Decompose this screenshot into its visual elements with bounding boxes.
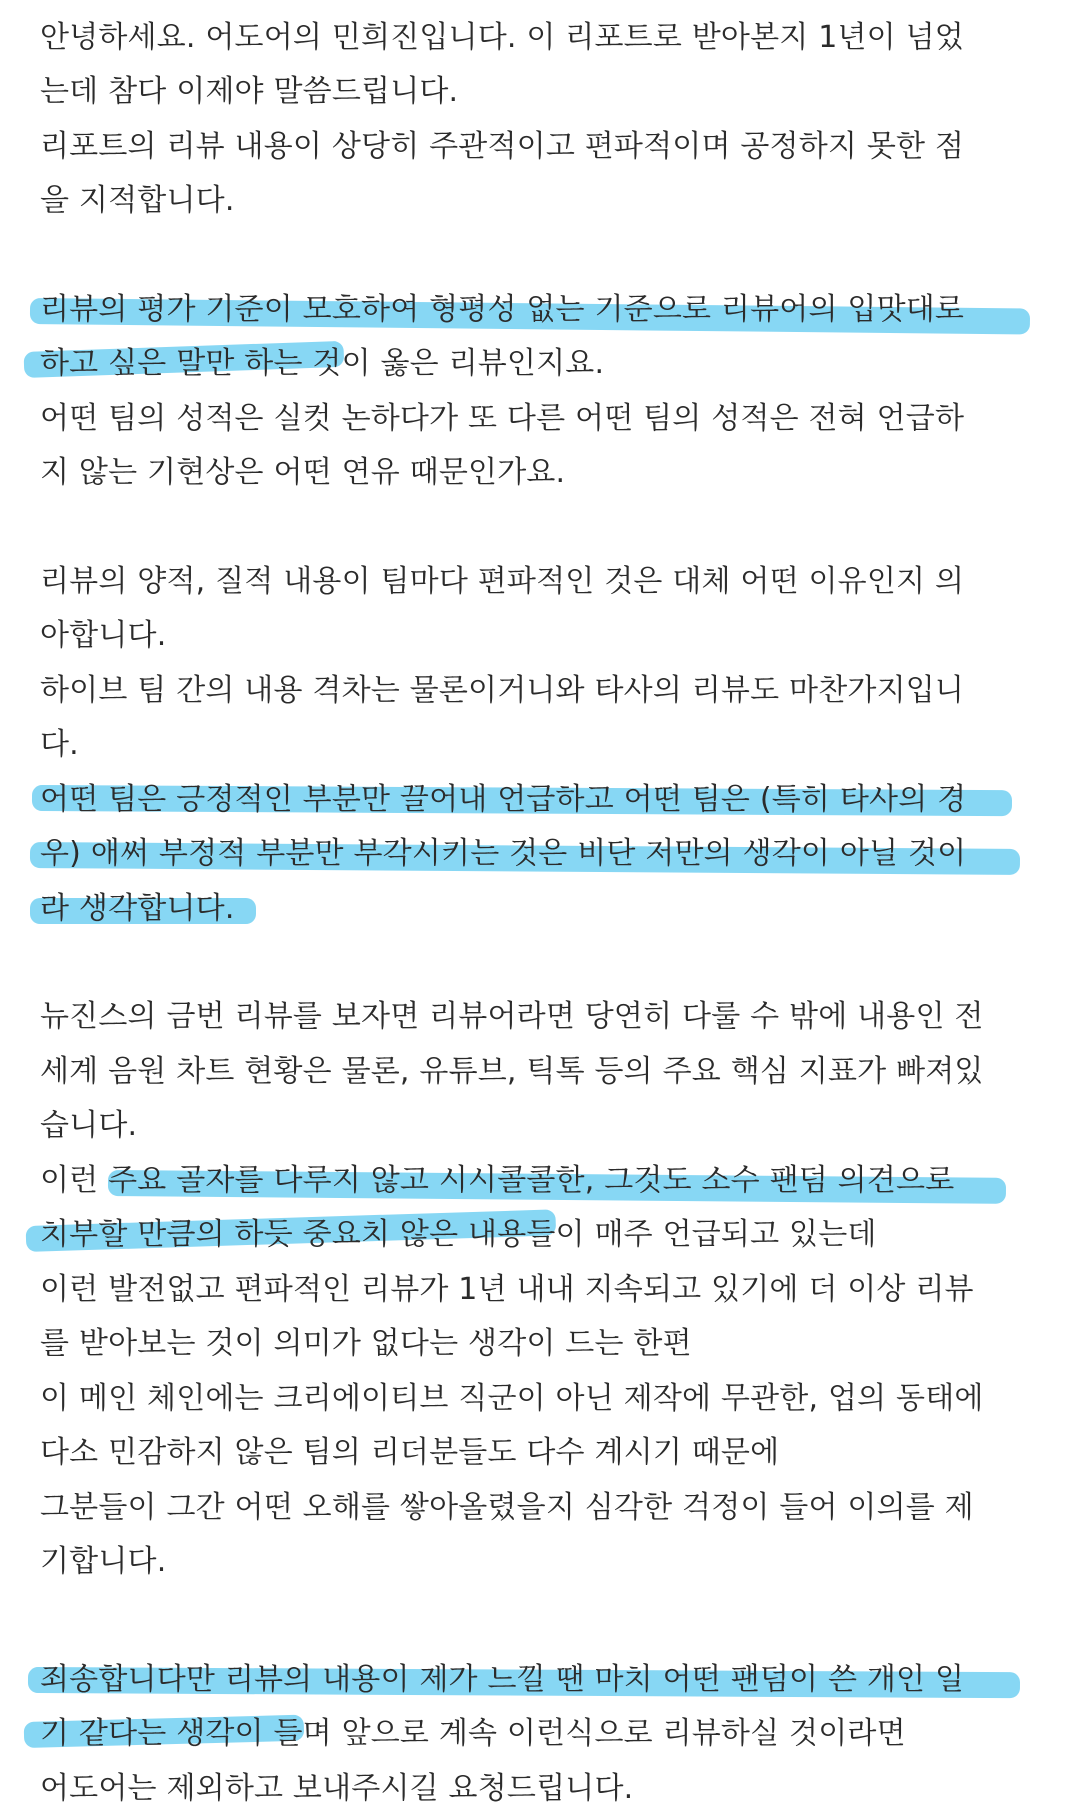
text-line: 이런 주요 골자를 다루지 않고 시시콜콜한, 그것도 소수 팬덤 의견으로: [40, 1163, 955, 1198]
text-line: 세계 음원 차트 현황은 물론, 유튜브, 틱톡 등의 주요 핵심 지표가 빠져있: [40, 1054, 984, 1089]
text-line: 을 지적합니다.: [40, 183, 235, 218]
text-line: 는데 참다 이제야 말씀드립니다.: [40, 74, 459, 109]
text-line: 다.: [40, 727, 79, 762]
text-line: 어떤 팀의 성적은 실컷 논하다가 또 다른 어떤 팀의 성적은 전혀 언급하: [40, 401, 965, 436]
text-line: 이런 발전없고 편파적인 리뷰가 1년 내내 지속되고 있기에 더 이상 리뷰: [40, 1272, 974, 1307]
text-line: 그분들이 그간 어떤 오해를 쌓아올렸을지 심각한 걱정이 들어 이의를 제: [40, 1490, 974, 1525]
text-line: 리뷰의 평가 기준이 모호하여 형평성 없는 기준으로 리뷰어의 입맛대로: [40, 292, 965, 327]
text-line: 기 같다는 생각이 들며 앞으로 계속 이런식으로 리뷰하실 것이라면: [40, 1716, 906, 1751]
text-line: 기합니다.: [40, 1544, 167, 1579]
text-line: 습니다.: [40, 1108, 138, 1143]
text-line: 리뷰의 양적, 질적 내용이 팀마다 편파적인 것은 대체 어떤 이유인지 의: [40, 564, 965, 599]
text-line: 다소 민감하지 않은 팀의 리더분들도 다수 계시기 때문에: [40, 1435, 780, 1470]
text-line: 어도어는 제외하고 보내주시길 요청드립니다.: [40, 1771, 634, 1806]
text-line: 하고 싶은 말만 하는 것이 옳은 리뷰인지요.: [40, 346, 605, 381]
text-line: 이 메인 체인에는 크리에이티브 직군이 아닌 제작에 무관한, 업의 동태에: [40, 1381, 984, 1416]
text-line: 하이브 팀 간의 내용 격차는 물론이거니와 타사의 리뷰도 마찬가지입니: [40, 673, 965, 708]
text-line: 라 생각합니다.: [40, 891, 235, 926]
text-line: 리포트의 리뷰 내용이 상당히 주관적이고 편파적이며 공정하지 못한 점: [40, 129, 965, 164]
text-line: 뉴진스의 금번 리뷰를 보자면 리뷰어라면 당연히 다룰 수 밖에 내용인 전: [40, 999, 984, 1034]
text-line: 지 않는 기현상은 어떤 연유 때문인가요.: [40, 455, 566, 490]
text-line: 안녕하세요. 어도어의 민희진입니다. 이 리포트로 받아본지 1년이 넘었: [40, 20, 964, 55]
text-line: 어떤 팀은 긍정적인 부분만 끌어내 언급하고 어떤 팀은 (특히 타사의 경: [40, 782, 967, 817]
text-line: 치부할 만큼의 하듯 중요치 않은 내용들이 매주 언급되고 있는데: [40, 1217, 877, 1252]
text-line: 를 받아보는 것이 의미가 없다는 생각이 드는 한편: [40, 1326, 692, 1361]
text-line: 아합니다.: [40, 618, 167, 653]
text-line: 죄송합니다만 리뷰의 내용이 제가 느낄 땐 마치 어떤 팬덤이 쓴 개인 일: [40, 1662, 965, 1697]
text-line: 우) 애써 부정적 부분만 부각시키는 것은 비단 저만의 생각이 아닐 것이: [40, 836, 967, 871]
